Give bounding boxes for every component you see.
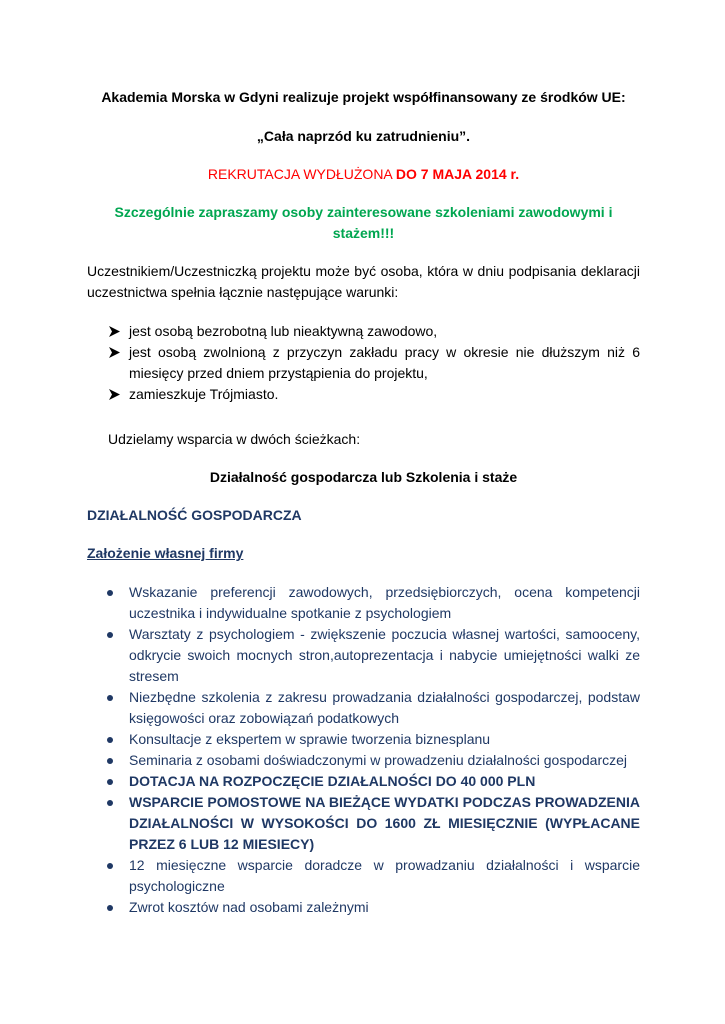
bullet-dot-icon bbox=[107, 632, 113, 638]
benefit-text: DOTACJA NA ROZPOCZĘCIE DZIAŁALNOŚCI DO 40 000 PLN bbox=[129, 773, 536, 789]
invitation-line: Szczególnie zapraszamy osoby zainteresowane szkoleniami zawodowymi i stażem!!! bbox=[114, 204, 613, 241]
benefit-item-bridge-support bbox=[87, 792, 640, 855]
arrowhead-icon bbox=[108, 384, 122, 405]
benefit-item bbox=[87, 855, 640, 897]
recruitment-deadline: DO 7 MAJA 2014 r. bbox=[395, 166, 520, 182]
benefit-text: WSPARCIE POMOSTOWE NA BIEŻĄCE WYDATKI PODCZAS PROWADZENIA DZIAŁALNOŚCI W WYSOKOŚCI DO 1600 ZŁ MIESIĘCZNIE (WYPŁACANE PRZEZ 6 LUB 12 MIESIECY) bbox=[129, 794, 640, 852]
bullet-dot-icon bbox=[107, 737, 113, 743]
bullet-dot-icon bbox=[107, 590, 113, 596]
bullet-dot-icon bbox=[107, 905, 113, 911]
arrowhead-icon bbox=[108, 321, 122, 342]
benefit-item bbox=[87, 687, 640, 729]
recruitment-notice-label: REKRUTACJA WYDŁUŻONA bbox=[207, 166, 396, 182]
benefit-text: 12 miesięczne wsparcie doradcze w prowadzaniu działalności i wsparcie psychologiczne bbox=[129, 857, 640, 894]
eligibility-intro: Uczestnikiem/Uczestniczką projektu może być osoba, która w dniu podpisania deklaracji uczestnictwa spełnia łącznie następujące warunki: bbox=[87, 263, 640, 300]
benefit-item bbox=[87, 750, 640, 771]
arrowhead-icon bbox=[108, 342, 122, 363]
condition-text: zamieszkuje Trójmiasto. bbox=[129, 386, 279, 402]
benefits-list bbox=[87, 582, 640, 918]
benefit-text: Zwrot kosztów nad osobami zależnymi bbox=[129, 899, 369, 915]
bullet-dot-icon bbox=[107, 800, 113, 806]
bullet-dot-icon bbox=[107, 863, 113, 869]
benefit-item bbox=[87, 729, 640, 750]
eligibility-conditions-list bbox=[87, 321, 640, 405]
project-title: „Cała naprzód ku zatrudnieniu”. bbox=[256, 128, 471, 144]
benefit-item bbox=[87, 897, 640, 918]
benefit-text: Warsztaty z psychologiem - zwiększenie poczucia własnej wartości, samooceny, odkrycie swoich mocnych stron,autoprezentacja i nabycie umiejętności walki ze stresem bbox=[129, 626, 640, 684]
project-intro-line: Akademia Morska w Gdyni realizuje projekt współfinansowany ze środków UE: bbox=[101, 89, 626, 105]
benefit-text: Niezbędne szkolenia z zakresu prowadzania działalności gospodarczej, podstaw księgowości oraz zobowiązań podatkowych bbox=[129, 689, 640, 726]
paths-heading: Działalność gospodarcza lub Szkolenia i staże bbox=[209, 469, 518, 485]
bullet-dot-icon bbox=[107, 695, 113, 701]
condition-item bbox=[87, 321, 640, 342]
condition-text: jest osobą zwolnioną z przyczyn zakładu pracy w okresie nie dłuższym niż 6 miesięcy przed dniem przystąpienia do projektu, bbox=[129, 344, 640, 381]
bullet-dot-icon bbox=[107, 779, 113, 785]
condition-item bbox=[87, 384, 640, 405]
benefit-item bbox=[87, 624, 640, 687]
benefit-item bbox=[87, 582, 640, 624]
recruitment-notice bbox=[87, 164, 640, 185]
benefit-text: Seminaria z osobami doświadczonymi w prowadzeniu działalności gospodarczej bbox=[129, 752, 628, 768]
support-intro: Udzielamy wsparcia w dwóch ścieżkach: bbox=[108, 431, 361, 447]
condition-item bbox=[87, 342, 640, 384]
bullet-dot-icon bbox=[107, 758, 113, 764]
benefit-text: Wskazanie preferencji zawodowych, przedsiębiorczych, ocena kompetencji uczestnika i indywidualne spotkanie z psychologiem bbox=[129, 584, 640, 621]
benefit-text: Konsultacje z ekspertem w sprawie tworzenia biznesplanu bbox=[129, 731, 491, 747]
benefit-item-grant bbox=[87, 771, 640, 792]
condition-text: jest osobą bezrobotną lub nieaktywną zawodowo, bbox=[129, 323, 438, 339]
subsection-heading: Założenie własnej firmy bbox=[87, 545, 244, 561]
section-heading: DZIAŁALNOŚĆ GOSPODARCZA bbox=[87, 507, 302, 523]
